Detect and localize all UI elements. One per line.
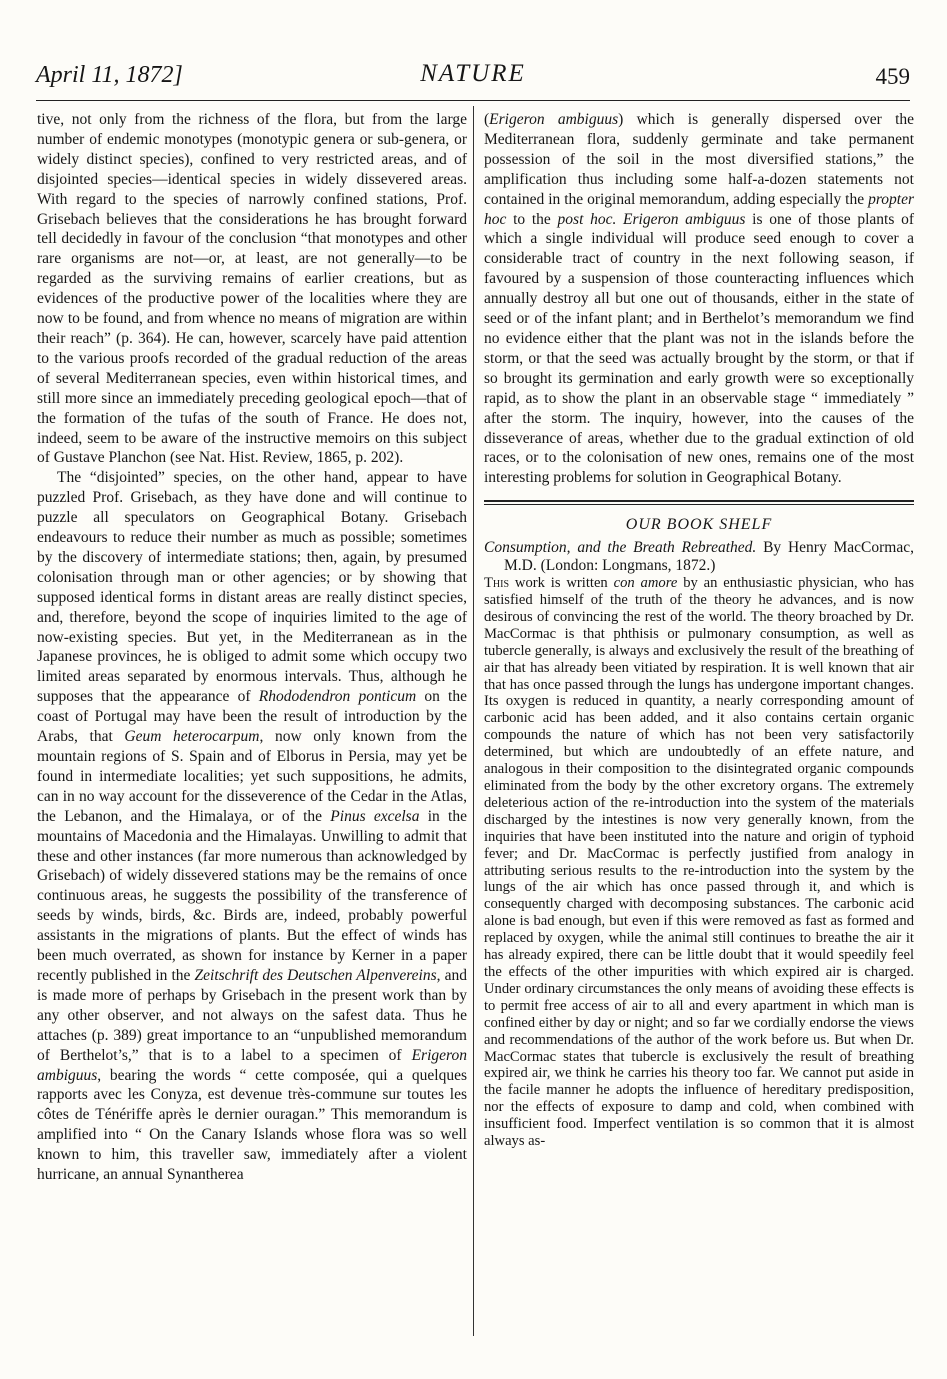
species-name: Erigeron ambiguus (489, 111, 619, 128)
journal-citation: Zeitschrift des Deutschen Alpenvereins (194, 966, 437, 984)
left-column (37, 110, 467, 1185)
page-header (36, 58, 910, 98)
section-divider (484, 500, 914, 505)
book-reference (484, 539, 914, 575)
right-paragraph-1: (Erigeron ambiguus) which is generally dispersed over the Mediterranean flora, suddenly germinate and take permanent possession of the soil in the most diversified stations,” the amplification thus including some half-a-dozen statements not contained in the original memorandum, adding especially the propter hoc to the post hoc. Erigeron ambiguus is one of those plants of which a single individual will produce seed enough to cover a considerable tract of country in the next following season, if favoured by a suspension of those counteracting influences which annually destroy all but one out of thousands, either in the state of seed or of the infant plant; and in Berthelot’s memorandum we find no evidence either that the plant was not in the islands before the storm, or that the seed was actually brought by the storm, or that if so brought its germination and early growth were so exceptionally rapid, as to show the plant in an observable stage “ immediately ” after the storm. The inquiry, however, into the causes of the disseverance of areas, whether due to the gradual extinction of old races, or to the colonisation of new ones, remains one of the most interesting problems for solution in Geographical Botany. (484, 111, 914, 487)
species-name: Pinus excelsa (330, 807, 420, 825)
book-author: By Henry MacCormac, M.D. (London: Longmans, 1872.) (504, 539, 914, 575)
species-name: Erigeron ambiguus (37, 1046, 467, 1084)
left-paragraph-2: The “disjointed” species, on the other hand, appear to have puzzled Prof. Grisebach, as they have done and will continue to puzzle all speculators on Geographical Botany. Grisebach endeavours to reduce their number as much as possible; sometimes by the discovery of intermediate stations; then, again, by presumed colonisation through man or other agencies; or by showing that supposed identical forms in distant areas are really distinct species, and, therefore, beyond the scope of inquiries limited to the age of now-existing species. But yet, in the Mediterranean as in the Japanese provinces, he is obliged to admit some which occupy two limited areas separated by enormous intervals. Thus, although he supposes that the appearance of Rhododendron ponticum on the coast of Portugal may have been the result of introduction by the Arabs, that Geum heterocarpum, now only known from the mountain regions of S. Spain and of Elborus in Persia, may yet be found in intermediate localities; yet such suppositions, he admits, can in no way account for the disseverence of the Cedar in the Atlas, the Lebanon, and the Himalaya, or of the Pinus excelsa in the mountains of Macedonia and the Himalayas. Unwilling to admit that these and other instances (far more numerous than acknowledged by Grisebach) of widely dissevered stations may be the remains of once continuous areas, he suggests the possibility of the transference of seeds by winds, birds, &c. Birds are, indeed, probably powerful assistants in the migrations of plants. But the effect of winds has been much overrated, as shown for instance by Kerner in a paper recently published in the Zeitschrift des Deutschen Alpenvereins, and is made more of perhaps by Grisebach in the present work than by any other observer, and not always on the safest data. Thus he attaches (p. 389) great importance to an “unpublished memorandum of Berthelot’s,” that is to a label to a specimen of Erigeron ambiguus, bearing the words “ cette composée, qui a quelques rapports avec les Conyza, est devenue très-commune sur toutes les côtes de Ténériffe après le dernier ouragan.” This memorandum is amplified into “ On the Canary Islands whose flora was so well known to him, this traveller saw, immediately after a violent hurricane, an annual Synantherea (37, 469, 467, 1184)
latin-phrase: con amore (613, 575, 678, 592)
section-heading: OUR BOOK SHELF (625, 516, 773, 534)
page-number: 459 (875, 64, 910, 89)
book-title: Consumption, and the Breath Rebreathed. (484, 539, 757, 557)
right-column (484, 110, 914, 1150)
issue-date: April 11, 1872] (36, 62, 183, 88)
latin-phrase: propter hoc (484, 190, 914, 228)
column-divider (473, 106, 474, 1336)
species-name: Rhododendron ponticum (258, 688, 417, 706)
latin-phrase: post hoc. Erigeron ambiguus (557, 210, 746, 228)
left-paragraph-1: tive, not only from the richness of the flora, but from the large number of endemic monotypes (monotypic genera or sub-genera, or widely distinct species), confined to very restricted areas, and of disjointed species—identical species in widely dissevered areas. With regard to the species of narrowly confined stations, Prof. Grisebach believes that the considerations he has brought forward tell decidedly in favour of the conclusion “that monotypes and other rare organisms are not—or, at least, are not generally—to be regarded as the surviving remains of earlier creations, but as evidences of the productive power of the localities where they are now to be found, and from whence no means of migration are within their reach” (p. 364). He can, however, scarcely have paid attention to the various proofs recorded of the gradual reduction of the areas of several Mediterranean species, even within historical times, and still more since an immediately preceding geological epoch—that of the formation of the tufas of the south of France. He does not, indeed, seem to be aware of the instructive memoirs on this subject of Gustave Planchon (see Nat. Hist. Review, 1865, p. 202). (37, 111, 467, 467)
journal-title: NATURE (420, 60, 526, 87)
header-rule (36, 100, 910, 101)
book-review: This work is written con amore by an enthusiastic physician, who has satisfied himself of the truth of the theory he advances, and is now desirous of convincing the rest of the world. The theory broached by Dr. MacCormac is that phthisis or pulmonary consumption, as well as tubercle generally, is always and exclusively the result of the breathing of air that has already been vitiated by respiration. It is well known that air that has once passed through the lungs has undergone important changes. Its oxygen is reduced in quantity, a nearly corresponding amount of carbonic acid has been added, and it also contains certain organic compounds the nature of which has not been very satisfactorily determined, but which are undoubtedly of an effete nature, and analogous in their composition to the disintegrated organic compounds eliminated from the body by the other excretory organs. The extremely deleterious action of the re-introduction into the system of the materials discharged by the intestines is now very generally known, from the inquiries that have been instituted into the nature and origin of typhoid fever; and Dr. MacCormac is perfectly justified from analogy in attributing serious results to the re-introduction into the system by the lungs of the air which has once passed through it, and which is consequently charged with decomposing substances. The carbonic acid alone is bad enough, but even if this were removed as fast as formed and replaced by oxygen, while the animal still continues to breathe the air it has already expired, there can be little doubt that it would speedily feel the effects of the other impurities with which expired air is charged. Under ordinary circumstances the only means of avoiding these effects is to permit free access of air to all and every apartment in which man is confined either by day or night; and so far we cordially endorse the views and recommendations of the author of the work before us. But when Dr. MacCormac states that tubercle is exclusively the result of breathing expired air, we think he carries his theory too far. We cannot put aside in the facile manner he adopts the influence of hereditary predisposition, nor the effects of exposure to damp and cold, when combined with insufficient food. Imperfect ventilation is so common that it is almost always as- (484, 575, 915, 1150)
species-name: Geum heterocarpum (124, 728, 260, 746)
